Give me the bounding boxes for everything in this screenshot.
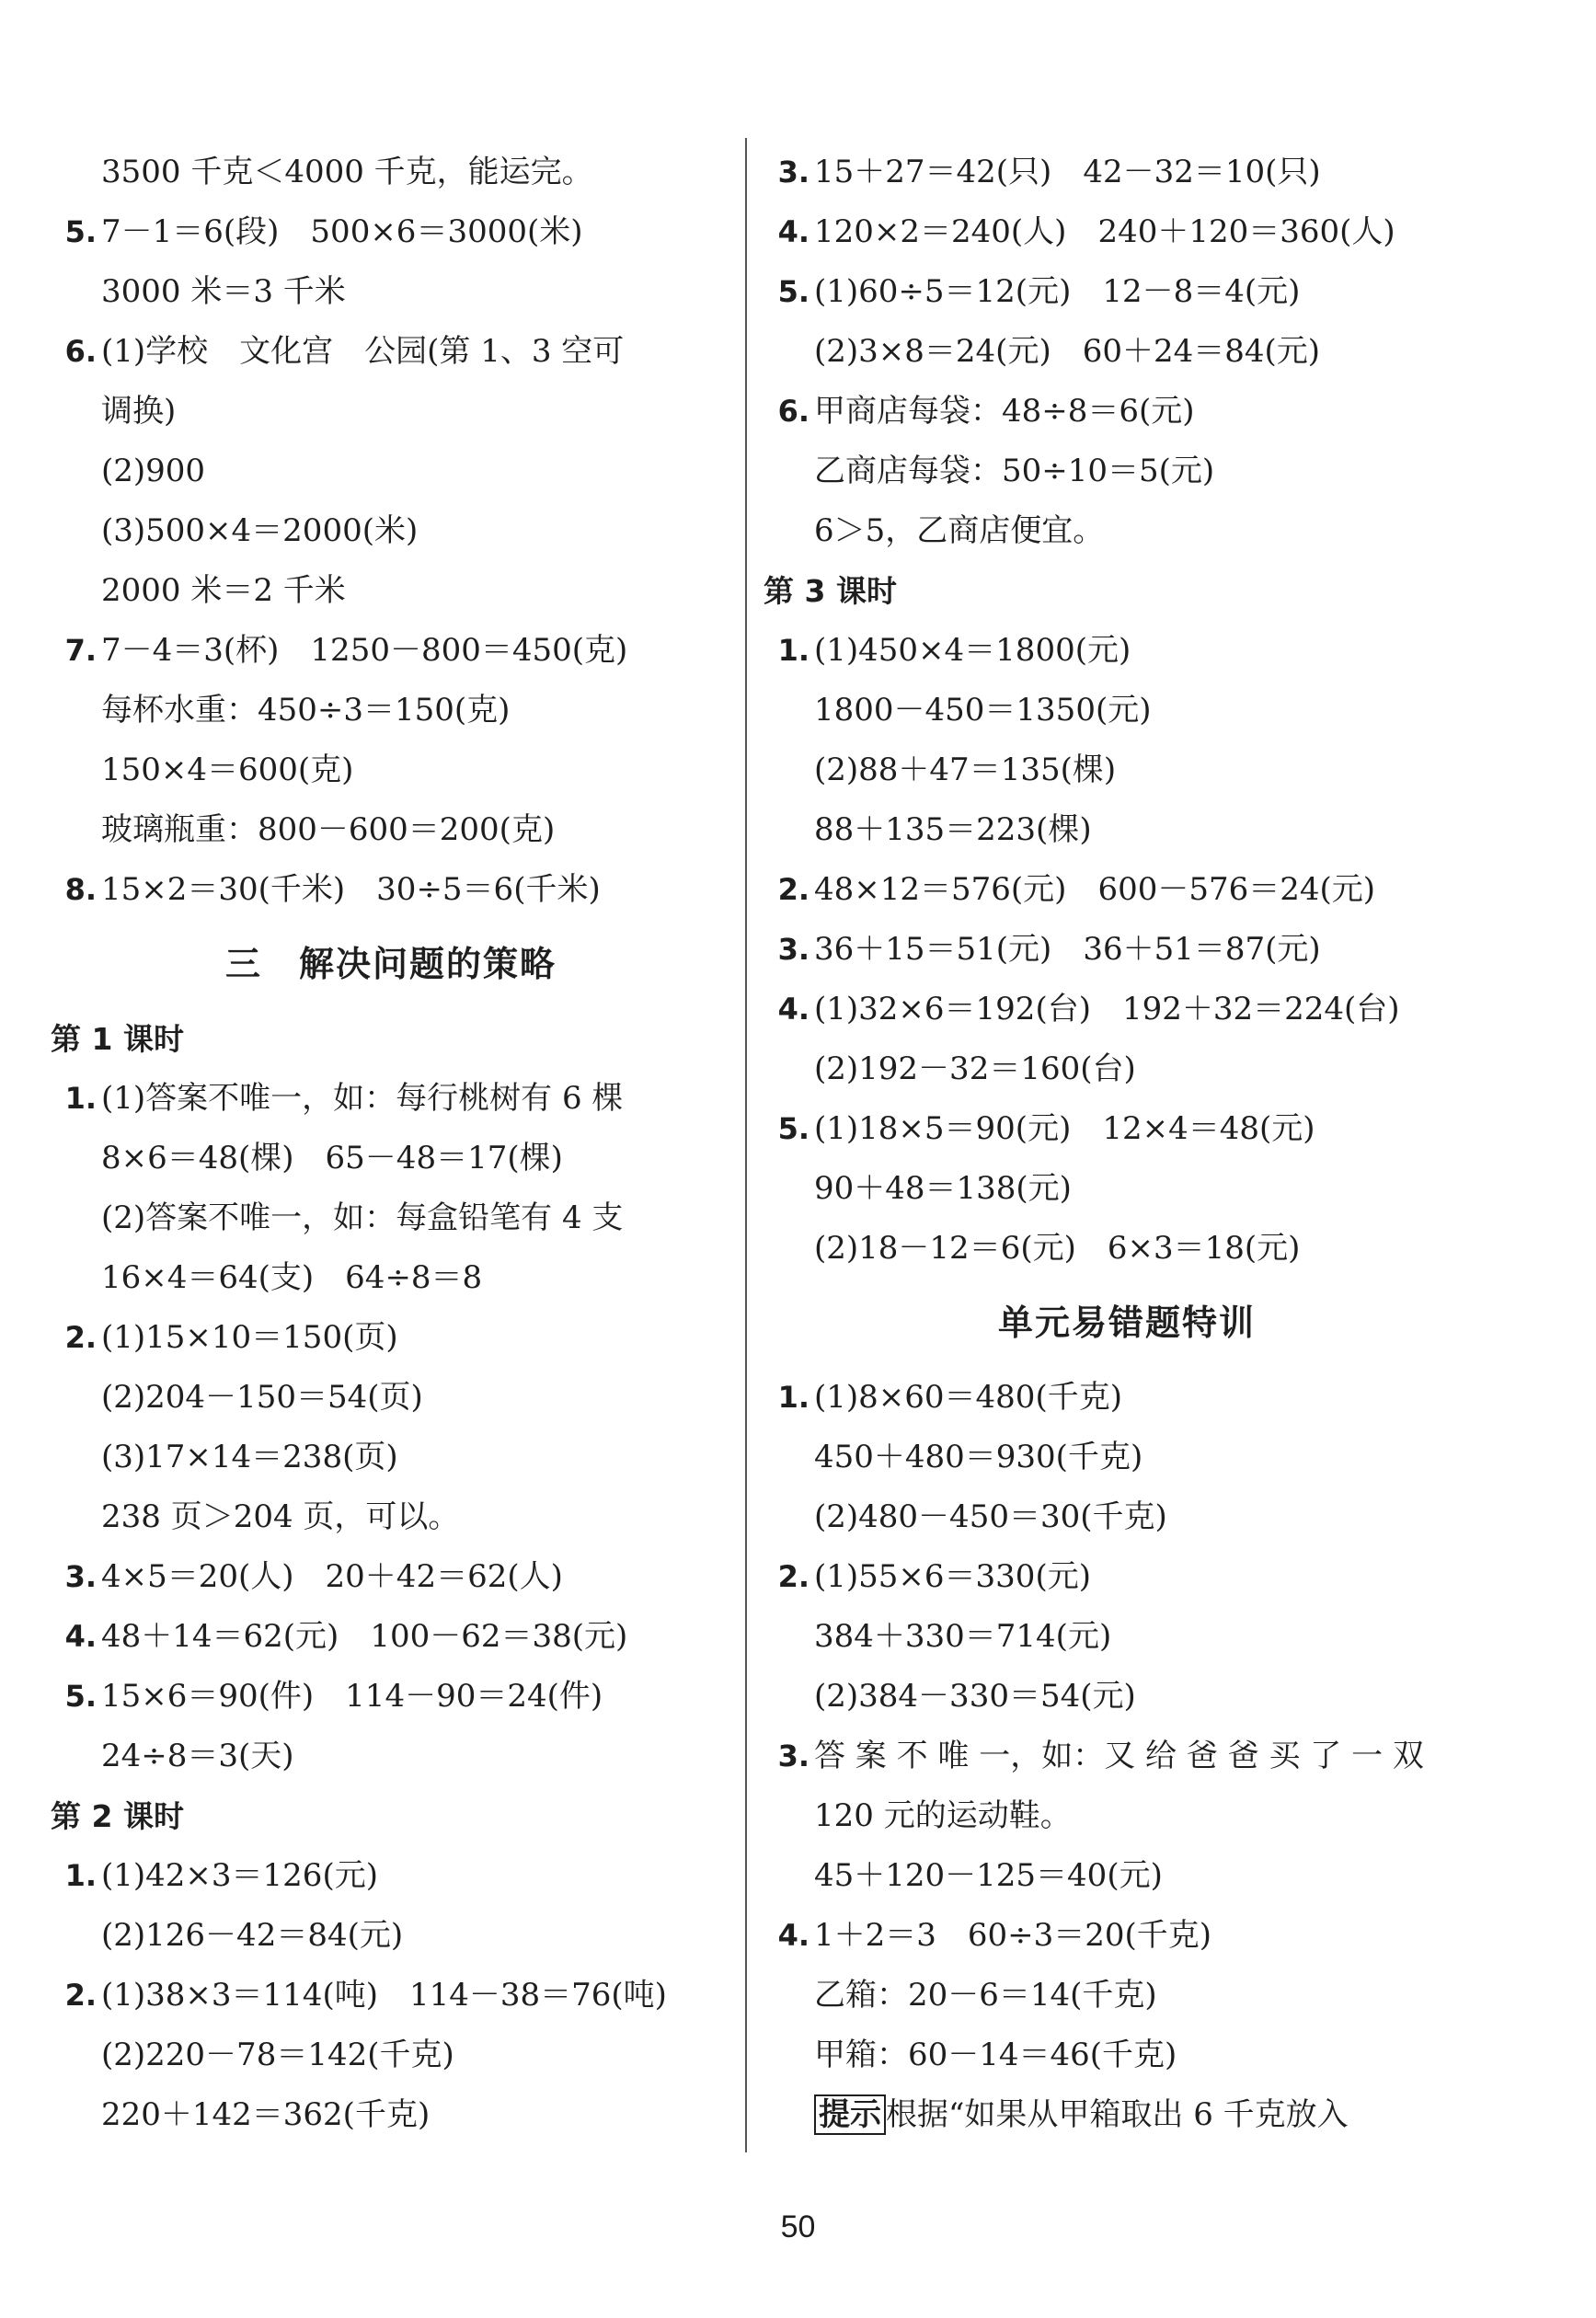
answer-line <box>51 740 731 800</box>
question-number: 2. <box>777 872 809 907</box>
answer-text: (2)204－150＝54(页) <box>101 1379 423 1416</box>
answer-line <box>764 1219 1490 1279</box>
answer-text: (2)480－450＝30(千克) <box>814 1498 1167 1535</box>
answer-text: 48×12＝576(元) 600－576＝24(元) <box>814 871 1376 908</box>
question-number: 3. <box>777 932 809 967</box>
answer-text: (2)220－78＝142(千克) <box>101 2037 454 2073</box>
left-block1 <box>51 143 731 920</box>
answer-line <box>764 1727 1490 1786</box>
answer-line <box>764 1607 1490 1667</box>
answer-text: (3)17×14＝238(页) <box>101 1439 398 1475</box>
answer-text: 答 案 不 唯 一，如：又 给 爸 爸 买 了 一 双 <box>814 1738 1424 1774</box>
error-answers <box>764 1368 1490 2085</box>
answer-text: (1)42×3＝126(元) <box>101 1857 378 1894</box>
answer-text: 8×6＝48(棵) 65－48＝17(棵) <box>101 1140 563 1176</box>
answer-line <box>51 1966 731 2025</box>
answer-line <box>51 1487 731 1547</box>
answer-line <box>764 681 1490 740</box>
answer-text: 48＋14＝62(元) 100－62＝38(元) <box>101 1618 628 1655</box>
answer-text: 1＋2＝3 60÷3＝20(千克) <box>814 1917 1212 1954</box>
question-number: 8. <box>64 872 97 907</box>
column-divider <box>745 138 747 2152</box>
answer-line <box>764 1099 1490 1159</box>
answer-text: 每杯水重：450÷3＝150(克) <box>101 692 511 729</box>
section-title-strategy: 三 解决问题的策略 <box>224 944 557 984</box>
answer-line <box>764 1487 1490 1547</box>
answer-text: (1)18×5＝90(元) 12×4＝48(元) <box>814 1110 1315 1147</box>
answer-text: (1)38×3＝114(吨) 114－38＝76(吨) <box>101 1977 667 2014</box>
answer-line <box>764 2025 1490 2085</box>
answer-line <box>51 1069 731 1129</box>
answer-text: (1)32×6＝192(台) 192＋32＝224(台) <box>814 991 1400 1027</box>
answer-text: 24÷8＝3(天) <box>101 1738 294 1774</box>
answer-line <box>51 1188 731 1248</box>
answer-line <box>51 382 731 442</box>
answer-line <box>51 322 731 382</box>
answer-line <box>764 1039 1490 1099</box>
answer-line <box>764 860 1490 920</box>
answer-text: (2)18－12＝6(元) 6×3＝18(元) <box>814 1230 1301 1267</box>
answer-text: 调换) <box>101 393 177 430</box>
lesson-1-title: 第 1 课时 <box>51 1021 184 1057</box>
answer-text: 120 元的运动鞋。 <box>814 1797 1072 1834</box>
page-number: 50 <box>780 2209 816 2244</box>
answer-line <box>764 1667 1490 1727</box>
question-number: 3. <box>777 1738 809 1773</box>
answer-text: (2)900 <box>101 453 206 489</box>
answer-text: 90＋48＝138(元) <box>814 1170 1072 1207</box>
answer-text: 384＋330＝714(元) <box>814 1618 1112 1655</box>
answer-text: (2)答案不唯一，如：每盒铅笔有 4 支 <box>101 1199 624 1236</box>
question-number: 2. <box>64 1978 97 2013</box>
question-number: 4. <box>777 1918 809 1953</box>
answer-line <box>51 800 731 860</box>
lesson-1-answers <box>51 1069 731 1786</box>
answer-line <box>764 1846 1490 1906</box>
question-number: 4. <box>777 992 809 1027</box>
answer-line <box>764 1906 1490 1966</box>
answer-line <box>51 1846 731 1906</box>
question-number: 4. <box>64 1619 97 1654</box>
answer-line <box>51 143 731 202</box>
answer-text: 15×2＝30(千米) 30÷5＝6(千米) <box>101 871 601 908</box>
answer-line <box>764 740 1490 800</box>
answer-line <box>764 920 1490 980</box>
hint-text: 根据“如果从甲箱取出 6 千克放入 <box>886 2096 1349 2133</box>
question-number: 3. <box>64 1559 97 1594</box>
answer-line <box>51 2085 731 2145</box>
answer-text: (2)3×8＝24(元) 60＋24＝84(元) <box>814 333 1321 370</box>
answer-line <box>51 262 731 322</box>
answer-line <box>51 1428 731 1487</box>
answer-line <box>51 1308 731 1368</box>
answer-text: (1)15×10＝150(页) <box>101 1319 398 1356</box>
question-number: 2. <box>777 1559 809 1594</box>
answer-text: 15＋27＝42(只) 42－32＝10(只) <box>814 154 1321 190</box>
answer-text: 2000 米＝2 千米 <box>101 572 346 609</box>
answer-text: (1)8×60＝480(千克) <box>814 1379 1122 1416</box>
answer-text: 238 页＞204 页，可以。 <box>101 1498 460 1535</box>
answer-text: (1)60÷5＝12(元) 12－8＝4(元) <box>814 273 1301 310</box>
answer-text: 16×4＝64(支) 64÷8＝8 <box>101 1259 483 1296</box>
answer-text: 玻璃瓶重：800－600＝200(克) <box>101 811 556 848</box>
answer-line <box>51 501 731 561</box>
question-number: 4. <box>777 214 809 249</box>
answer-text: 220＋142＝362(千克) <box>101 2096 431 2133</box>
answer-text: 45＋120－125＝40(元) <box>814 1857 1163 1894</box>
answer-line <box>51 860 731 920</box>
answer-text: (2)384－330＝54(元) <box>814 1678 1136 1715</box>
answer-line <box>764 501 1490 561</box>
answer-text: (2)88＋47＝135(棵) <box>814 752 1117 788</box>
answer-text: 450＋480＝930(千克) <box>814 1439 1143 1475</box>
answer-line <box>51 561 731 621</box>
answer-line <box>51 2025 731 2085</box>
answer-text: 3000 米＝3 千米 <box>101 273 346 310</box>
answer-line <box>51 1727 731 1786</box>
question-number: 1. <box>64 1081 97 1116</box>
answer-line <box>51 621 731 681</box>
answer-line <box>51 202 731 262</box>
answer-text: 乙箱：20－6＝14(千克) <box>814 1977 1157 2014</box>
answer-line <box>764 143 1490 202</box>
answer-text: (1)450×4＝1800(元) <box>814 632 1131 669</box>
answer-text: (3)500×4＝2000(米) <box>101 512 419 549</box>
question-number: 1. <box>777 633 809 668</box>
answer-line <box>51 1906 731 1966</box>
question-number: 1. <box>777 1380 809 1415</box>
question-number: 5. <box>777 274 809 309</box>
answer-text: 88＋135＝223(棵) <box>814 811 1092 848</box>
answer-text: 7－1＝6(段) 500×6＝3000(米) <box>101 213 583 250</box>
question-number: 3. <box>777 155 809 189</box>
question-number: 2. <box>64 1320 97 1355</box>
lesson-3-title: 第 3 课时 <box>764 573 897 609</box>
answer-line <box>764 262 1490 322</box>
answer-line <box>51 1368 731 1428</box>
answer-text: 4×5＝20(人) 20＋42＝62(人) <box>101 1558 563 1595</box>
answer-line <box>764 202 1490 262</box>
question-number: 7. <box>64 633 97 668</box>
answer-line <box>764 1428 1490 1487</box>
answer-line <box>764 1786 1490 1846</box>
answer-text: 甲商店每袋：48÷8＝6(元) <box>814 393 1195 430</box>
answer-text: 150×4＝600(克) <box>101 752 354 788</box>
answer-text: (2)192－32＝160(台) <box>814 1050 1136 1087</box>
answer-line <box>764 1547 1490 1607</box>
question-number: 5. <box>64 1679 97 1714</box>
answer-line <box>764 621 1490 681</box>
answer-line <box>764 980 1490 1039</box>
answer-line <box>764 382 1490 442</box>
answer-text: (1)答案不唯一，如：每行桃树有 6 棵 <box>101 1080 624 1117</box>
lesson-3-answers <box>764 621 1490 1279</box>
lesson-2-title: 第 2 课时 <box>51 1798 184 1834</box>
answer-text: (2)126－42＝84(元) <box>101 1917 404 1954</box>
answer-line <box>764 800 1490 860</box>
answer-text: 36＋15＝51(元) 36＋51＝87(元) <box>814 931 1321 968</box>
answer-line <box>51 1667 731 1727</box>
question-number: 6. <box>64 334 97 369</box>
left-column <box>51 143 731 2145</box>
answer-line <box>51 1607 731 1667</box>
lesson-2-answers <box>51 1846 731 2145</box>
answer-text: 3500 千克＜4000 千克，能运完。 <box>101 154 593 190</box>
answer-text: 15×6＝90(件) 114－90＝24(件) <box>101 1678 603 1715</box>
hint-line <box>764 2085 1490 2145</box>
answer-line <box>51 1547 731 1607</box>
question-number: 5. <box>64 214 97 249</box>
answer-text: 1800－450＝1350(元) <box>814 692 1152 729</box>
answer-line <box>764 322 1490 382</box>
answer-text: 乙商店每袋：50÷10＝5(元) <box>814 453 1215 489</box>
hint-text-wrap <box>814 2085 1349 2145</box>
answer-line <box>51 442 731 501</box>
question-number: 6. <box>777 394 809 429</box>
answer-text: 6＞5，乙商店便宜。 <box>814 512 1105 549</box>
answer-text: (1)学校 文化宫 公园(第 1、3 空可 <box>101 333 625 370</box>
answer-text: 7－4＝3(杯) 1250－800＝450(克) <box>101 632 628 669</box>
answer-line <box>764 1966 1490 2025</box>
answer-line <box>764 1159 1490 1219</box>
section-title-errors: 单元易错题特训 <box>997 1302 1256 1343</box>
answer-text: (1)55×6＝330(元) <box>814 1558 1091 1595</box>
answer-line <box>51 1248 731 1308</box>
question-number: 5. <box>777 1111 809 1146</box>
answer-line <box>51 1129 731 1188</box>
hint-label: 提示 <box>814 2094 886 2135</box>
answer-line <box>51 681 731 740</box>
answer-line <box>764 1368 1490 1428</box>
answer-text: 120×2＝240(人) 240＋120＝360(人) <box>814 213 1395 250</box>
right-block1 <box>764 143 1490 561</box>
right-column <box>764 143 1490 2145</box>
answer-text: 甲箱：60－14＝46(千克) <box>814 2037 1177 2073</box>
answer-line <box>764 442 1490 501</box>
question-number: 1. <box>64 1858 97 1893</box>
